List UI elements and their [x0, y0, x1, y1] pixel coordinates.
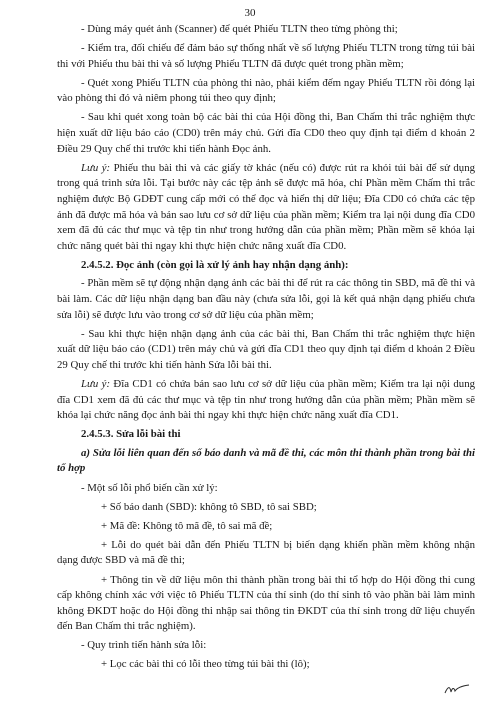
list-item: + Thông tin về dữ liệu môn thi thành phần trong bài thi tổ hợp do Hội đồng thi cung cấp không chính xác với việc tô Phiếu TLTN của thí sinh (do thí sinh tô vào phần bài làm mình không ĐKDT hoặc do Hội đồng thi nhập sai thông tin ĐKDT của thí sinh trong dữ liệu chuyển đến Ban Chấm thi trắc nghiệm). [57, 573, 475, 633]
note-paragraph [57, 161, 475, 255]
paragraph: - Một số lỗi phổ biến cần xử lý: [81, 481, 218, 494]
note-label: Lưu ý: [81, 377, 111, 390]
note-label: Lưu ý: [81, 161, 111, 174]
document-body [57, 22, 475, 677]
note-text: Đĩa CD1 có chứa bản sao lưu cơ sở dữ liệu của phần mềm; Kiểm tra lại nội dung đĩa CD1 xem đã đủ các thư mục và tệp tin như trong hướng dẫn của phần mềm; Phần mềm sẽ khóa lại chức năng đọc ảnh bài thi ngay khi thực hiện chức năng xuất đĩa CD1. [57, 377, 475, 422]
list-item: + Mã đề: Không tô mã đề, tô sai mã đề; [101, 519, 273, 532]
section-heading: 2.4.5.3. Sửa lỗi bài thi [81, 428, 181, 441]
paragraph: - Quét xong Phiếu TLTN của phòng thi nào, phải kiểm đếm ngay Phiếu TLTN rồi đóng lại vào phòng thi đó và niêm phong túi theo quy định; [57, 76, 475, 105]
list-item: + Lọc các bài thi có lỗi theo từng túi bài thi (lô); [101, 658, 310, 671]
page-number: 30 [244, 7, 256, 19]
paragraph: - Phần mềm sẽ tự động nhận dạng ảnh các bài thi để rút ra các thông tin SBD, mã đề thi và bài làm. Các dữ liệu nhận dạng ban đầu này (chưa sửa lỗi, gọi là kết quả nhận dạng phiếu chưa sửa lỗi) sẽ được lưu vào trong cơ sở dữ liệu của phần mềm; [57, 277, 475, 321]
subsection-heading: a) Sửa lỗi liên quan đến số báo danh và mã đề thi, các môn thi thành phần trong bài thi tổ hợp [57, 446, 475, 475]
list-item: + Lỗi do quét bài dẫn đến Phiếu TLTN bị biến dạng khiến phần mềm không nhận dạng được SBD và mã đề thi; [57, 538, 475, 567]
section-heading: 2.4.5.2. Đọc ảnh (còn gọi là xử lý ảnh hay nhận dạng ảnh): [81, 258, 349, 271]
paragraph: - Sau khi thực hiện nhận dạng ảnh của các bài thi, Ban Chấm thi trắc nghiệm thực hiện xuất dữ liệu báo cáo (CD1) trên máy chủ và gửi đĩa CD1 theo quy định tại điểm d khoản 2 Điều 29 Quy chế thi trước khi tiến hành Sửa lỗi bài thi. [57, 327, 475, 371]
note-paragraph [57, 377, 475, 424]
paragraph: - Kiểm tra, đối chiếu để đảm bảo sự thống nhất về số lượng Phiếu TLTN trong từng túi bài thi với Phiếu thu bài thi và số lượng Phiếu TLTN đã được quét trong phần mềm; [57, 42, 475, 70]
note-text: Phiếu thu bài thi và các giấy tờ khác (nếu có) được rút ra khỏi túi bài để sử dụng trong quá trình sửa lỗi. Tại bước này các tệp ảnh sẽ được mã hóa, chỉ Phần mềm Chấm thi trắc nghiệm được Bộ GDĐT cung cấp mới có thể đọc và hiển thị dữ liệu; Đĩa CD0 có chứa các tệp ảnh đã được mã hóa và bản sao lưu cơ sở dữ liệu của phần mềm; Kiểm tra lại nội dung đĩa CD0 xem đã đủ các thư mục và tệp tin như trong hướng dẫn của phần mềm; Phần mềm sẽ khóa lại chức năng quét bài thi ngay khi thực hiện chức năng xuất đĩa CD0. [57, 161, 475, 252]
paragraph: - Sau khi quét xong toàn bộ các bài thi của Hội đồng thi, Ban Chấm thi trắc nghiệm thực hiện xuất dữ liệu báo cáo (CD0) trên máy chủ. Gửi đĩa CD0 theo quy định tại điểm d khoản 2 Điều 29 Quy chế thi trước khi tiến hành Đọc ảnh. [57, 111, 475, 155]
list-item: + Số báo danh (SBD): không tô SBD, tô sai SBD; [101, 500, 317, 513]
paragraph: - Dùng máy quét ảnh (Scanner) để quét Phiếu TLTN theo từng phòng thi; [81, 23, 398, 35]
paragraph: - Quy trình tiến hành sửa lỗi: [81, 639, 207, 652]
handwritten-initial-signature [443, 682, 471, 696]
